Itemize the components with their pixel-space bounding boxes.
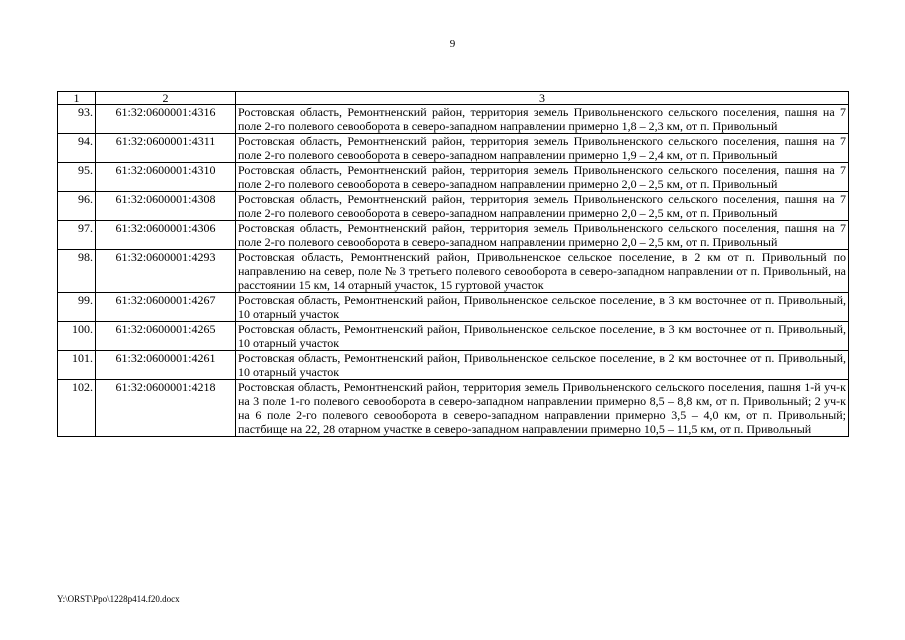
cadastral-number-cell: 61:32:0600001:4306 bbox=[96, 221, 236, 250]
location-description-cell: Ростовская область, Ремонтненский район, территория земель Привольненского сельского поселения, пашня на 7 поле 2-го полевого севооборота в северо-западном направлении примерно 2,0 – 2,5 км, от п. Привольный bbox=[236, 221, 849, 250]
cadastral-number-cell: 61:32:0600001:4261 bbox=[96, 351, 236, 380]
cadastral-number-cell: 61:32:0600001:4218 bbox=[96, 380, 236, 437]
cadastral-number-cell: 61:32:0600001:4293 bbox=[96, 250, 236, 293]
cadastral-number-cell: 61:32:0600001:4311 bbox=[96, 134, 236, 163]
table-row bbox=[58, 134, 849, 163]
table-row bbox=[58, 380, 849, 437]
column-header-cadastral: 2 bbox=[96, 92, 236, 105]
column-header-description: 3 bbox=[236, 92, 849, 105]
page-number: 9 bbox=[449, 38, 456, 50]
table-header-row bbox=[58, 92, 849, 105]
table-row bbox=[58, 293, 849, 322]
table-body bbox=[58, 105, 849, 437]
row-number-cell: 95. bbox=[58, 163, 96, 192]
location-description-cell: Ростовская область, Ремонтненский район, территория земель Привольненского сельского поселения, пашня на 7 поле 2-го полевого севооборота в северо-западном направлении примерно 2,0 – 2,5 км, от п. Привольный bbox=[236, 163, 849, 192]
location-description-cell: Ростовская область, Ремонтненский район, территория земель Привольненского сельского поселения, пашня на 7 поле 2-го полевого севооборота в северо-западном направлении примерно 2,0 – 2,5 км, от п. Привольный bbox=[236, 192, 849, 221]
row-number-cell: 98. bbox=[58, 250, 96, 293]
location-description-cell: Ростовская область, Ремонтненский район, территория земель Привольненского сельского поселения, пашня на 7 поле 2-го полевого севооборота в северо-западном направлении примерно 1,9 – 2,4 км, от п. Привольный bbox=[236, 134, 849, 163]
location-description-cell: Ростовская область, Ремонтненский район, Привольненское сельское поселение, в 3 км восточнее от п. Привольный, 10 отарный участок bbox=[236, 293, 849, 322]
cadastral-number-cell: 61:32:0600001:4265 bbox=[96, 322, 236, 351]
row-number-cell: 94. bbox=[58, 134, 96, 163]
column-header-number: 1 bbox=[58, 92, 96, 105]
location-description-cell: Ростовская область, Ремонтненский район, Привольненское сельское поселение, в 2 км от п. Привольный по направлению на север, поле № 3 третьего полевого севооборота в северо-западном направлении от п. Привольный, на расстоянии 15 км, 14 отарный участок, 15 гуртовой участок bbox=[236, 250, 849, 293]
location-description-cell: Ростовская область, Ремонтненский район, территория земель Привольненского сельского поселения, пашня 1-й уч-к на 3 поле 1-го полевого севооборота в северо-западном направлении примерно 8,5 – 8,8 км, от п. Привольный; 2 уч-к на 6 поле 2-го полевого севооборота в северо-западном направлении примерно 3,5 – 4,0 км, от п. Привольный; пастбище на 22, 28 отарном участке в северо-западном направлении примерно 10,5 – 11,5 км, от п. Привольный bbox=[236, 380, 849, 437]
location-description-cell: Ростовская область, Ремонтненский район, Привольненское сельское поселение, в 2 км восточнее от п. Привольный, 10 отарный участок bbox=[236, 351, 849, 380]
table-row bbox=[58, 351, 849, 380]
row-number-cell: 100. bbox=[58, 322, 96, 351]
cadastral-number-cell: 61:32:0600001:4310 bbox=[96, 163, 236, 192]
table-row bbox=[58, 163, 849, 192]
cadastral-number-cell: 61:32:0600001:4267 bbox=[96, 293, 236, 322]
row-number-cell: 93. bbox=[58, 105, 96, 134]
row-number-cell: 97. bbox=[58, 221, 96, 250]
location-description-cell: Ростовская область, Ремонтненский район, территория земель Привольненского сельского поселения, пашня на 7 поле 2-го полевого севооборота в северо-западном направлении примерно 1,8 – 2,3 км, от п. Привольный bbox=[236, 105, 849, 134]
table-row bbox=[58, 322, 849, 351]
table-row bbox=[58, 192, 849, 221]
row-number-cell: 102. bbox=[58, 380, 96, 437]
table-row bbox=[58, 221, 849, 250]
table-row bbox=[58, 250, 849, 293]
cadastral-number-cell: 61:32:0600001:4308 bbox=[96, 192, 236, 221]
location-description-cell: Ростовская область, Ремонтненский район, Привольненское сельское поселение, в 3 км восточнее от п. Привольный, 10 отарный участок bbox=[236, 322, 849, 351]
row-number-cell: 101. bbox=[58, 351, 96, 380]
table-row bbox=[58, 105, 849, 134]
land-plots-table bbox=[57, 91, 849, 437]
file-path-footer: Y:\ORST\Ppo\1228p414.f20.docx bbox=[57, 594, 180, 604]
row-number-cell: 96. bbox=[58, 192, 96, 221]
row-number-cell: 99. bbox=[58, 293, 96, 322]
cadastral-number-cell: 61:32:0600001:4316 bbox=[96, 105, 236, 134]
